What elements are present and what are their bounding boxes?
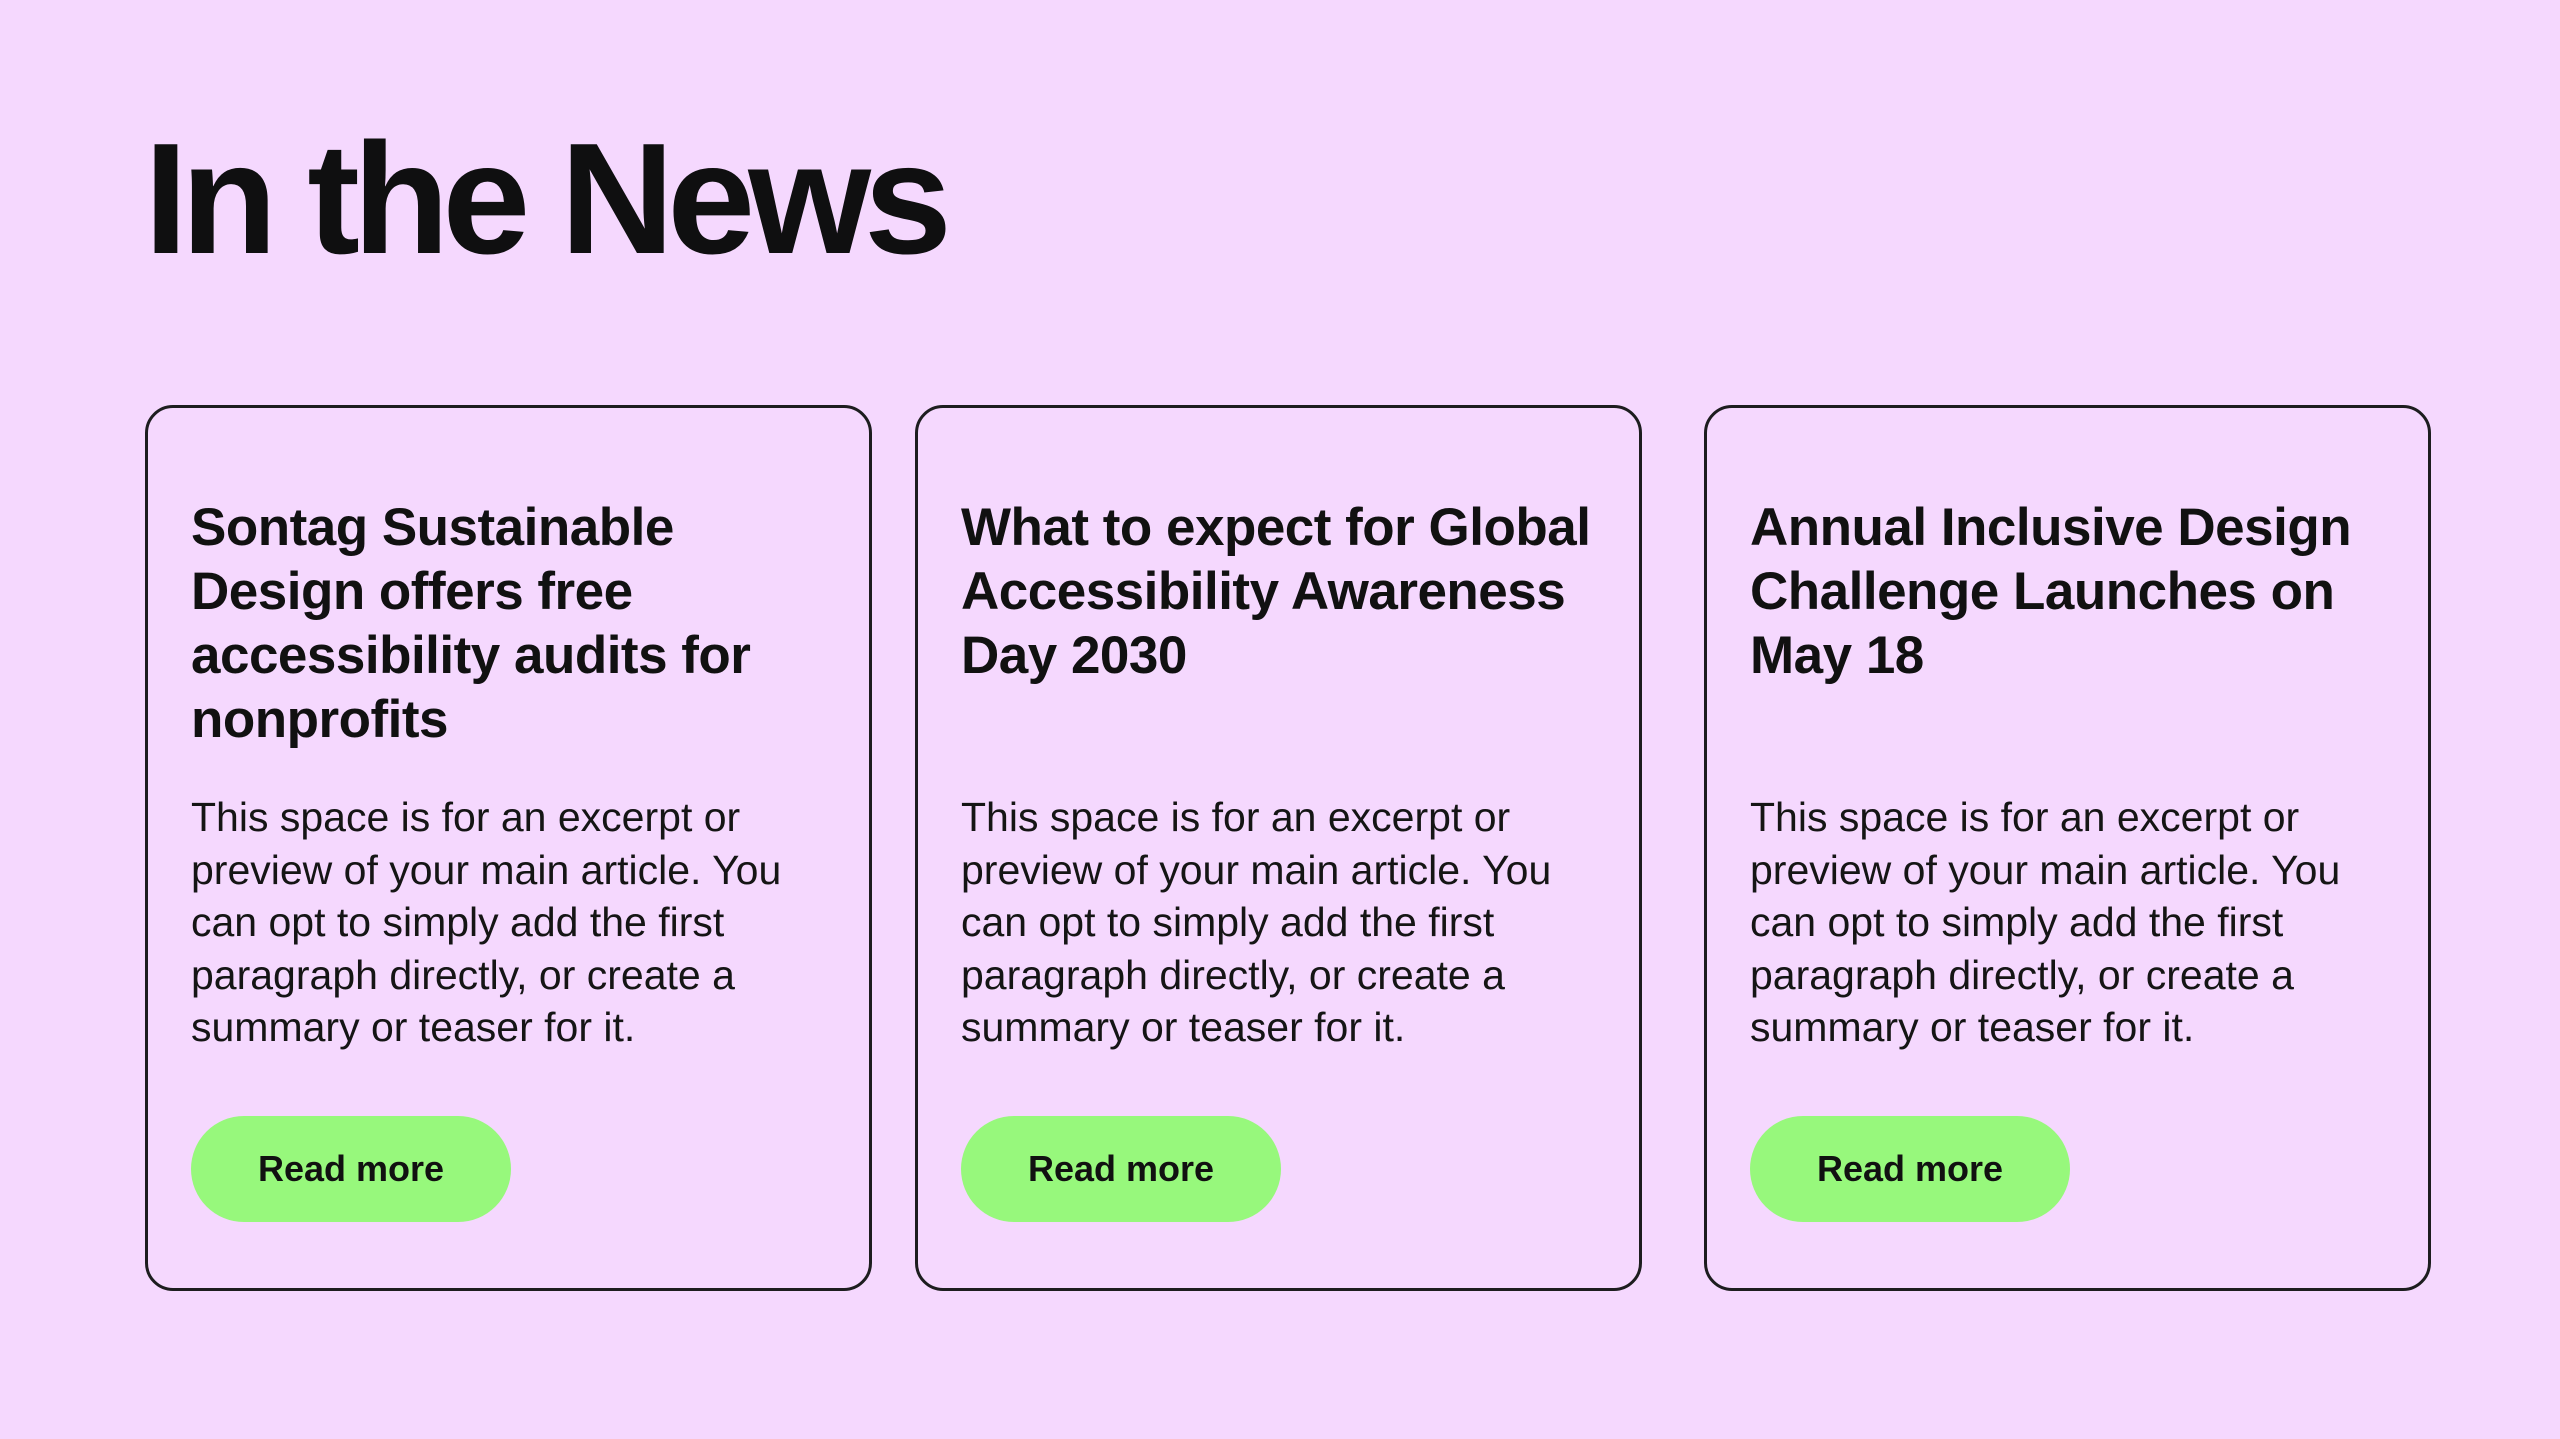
news-card-3	[1704, 405, 2431, 1291]
news-card-title: Annual Inclusive Design Challenge Launches on May 18	[1750, 498, 2352, 685]
news-card-excerpt: This space is for an excerpt or preview of your main article. You can opt to simply add the first paragraph directly, or create a summary or teaser for it.	[191, 794, 782, 1050]
page-title: In the News	[144, 111, 945, 287]
news-card-title: Sontag Sustainable Design offers free accessibility audits for nonprofits	[191, 498, 751, 749]
news-card-title: What to expect for Global Accessibility Awareness Day 2030	[961, 498, 1591, 685]
news-card-2	[915, 405, 1642, 1291]
news-card-excerpt: This space is for an excerpt or preview of your main article. You can opt to simply add the first paragraph directly, or create a summary or teaser for it.	[961, 794, 1552, 1050]
news-card-excerpt: This space is for an excerpt or preview of your main article. You can opt to simply add the first paragraph directly, or create a summary or teaser for it.	[1750, 794, 2341, 1050]
read-more-button[interactable]: Read more	[961, 1116, 1281, 1222]
news-card-1	[145, 405, 872, 1291]
read-more-button[interactable]: Read more	[1750, 1116, 2070, 1222]
news-cards	[145, 405, 2435, 1295]
read-more-button[interactable]: Read more	[191, 1116, 511, 1222]
